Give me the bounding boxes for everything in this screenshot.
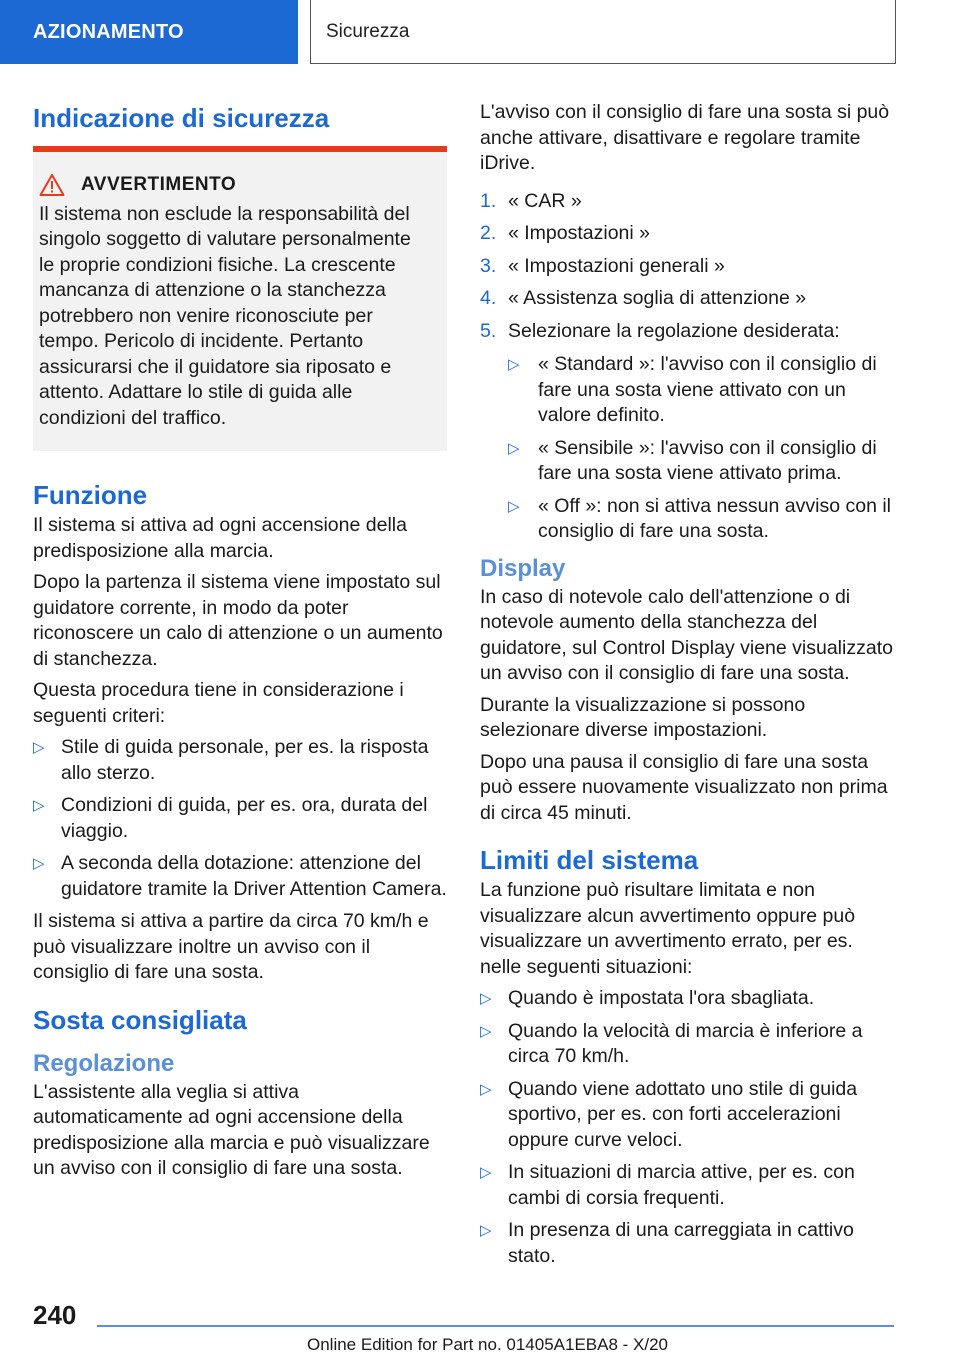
triangle-right-bullet-icon: ▷	[480, 1022, 492, 1040]
list-item: ▷ « Off »: non si attiva nessun avviso con il consiglio di fare una sosta.	[508, 494, 891, 542]
limits-list	[480, 986, 898, 1269]
warning-header	[73, 172, 429, 198]
display-subheading: Display	[480, 554, 566, 582]
setting-subheading: Regolazione	[33, 1049, 175, 1077]
list-item: ▷ Stile di guida personale, per es. la risposta allo sterzo.	[33, 736, 429, 784]
warning-text: Il sistema non esclude la responsabilità del singolo soggetto di valutare personalmente le proprie condizioni fisiche. La crescente mancanza di attenzione o la stanchezza potrebbero non venire riconosciute per tempo. Pericolo di incidente. Pertanto assicurarsi che il guidatore sia riposato e attento. Adattare lo stile di guida alle condizioni del traffico.	[39, 202, 411, 429]
setting-paragraph: L'assistente alla veglia si attiva automaticamente ad ogni accensione della predisposizione alla marcia e può visualizzare un avviso con il consiglio di fare una sosta.	[33, 1080, 430, 1179]
list-item: ▷ A seconda della dotazione: attenzione del guidatore tramite la Driver Attention Camera.	[33, 852, 447, 900]
display-paragraph-3: Dopo una pausa il consiglio di fare una sosta può essere nuovamente visualizzato non prima di circa 45 minuti.	[480, 750, 888, 824]
page-number: 240	[33, 1300, 77, 1330]
safety-heading: Indicazione di sicurezza	[33, 103, 330, 133]
pause-heading: Sosta consigliata	[33, 1004, 247, 1035]
triangle-right-bullet-icon: ▷	[508, 497, 520, 515]
criteria-list	[33, 735, 447, 902]
idrive-paragraph: L'avviso con il consiglio di fare una sosta si può anche attivare, disattivare e regolare tramite iDrive.	[480, 101, 890, 174]
list-item: 1. « CAR »	[480, 189, 582, 212]
triangle-right-bullet-icon: ▷	[33, 739, 45, 756]
triangle-right-bullet-icon: ▷	[480, 990, 492, 1007]
triangle-right-bullet-icon: ▷	[508, 439, 520, 457]
list-item: ▷ « Sensibile »: l'avviso con il consiglio di fare una sosta viene attivato prima.	[508, 436, 877, 484]
warning-label: AVVERTIMENTO	[81, 174, 237, 195]
triangle-right-bullet-icon: ▷	[480, 1164, 492, 1181]
page-header	[0, 0, 960, 66]
triangle-right-bullet-icon: ▷	[508, 356, 520, 373]
display-paragraph-2: Durante la visualizzazione si possono selezionare diverse impostazioni.	[480, 693, 806, 741]
left-column	[33, 100, 447, 1188]
list-item: ▷ In situazioni di marcia attive, per es. con cambi di corsia frequenti.	[480, 1161, 855, 1209]
list-item: ▷ Quando la velocità di marcia è inferiore a circa 70 km/h.	[480, 1019, 863, 1067]
function-paragraph-4: Il sistema si attiva a partire da circa 70 km/h e può visualizzare inoltre un avviso con il consiglio di fare una sosta.	[33, 910, 429, 983]
steps-list	[480, 189, 898, 545]
edition-note: Online Edition for Part no. 01405A1EBA8 - X/20	[307, 1335, 669, 1354]
options-list	[508, 352, 898, 545]
function-paragraph-3: Questa procedura tiene in considerazione i seguenti criteri:	[33, 679, 404, 727]
list-item: ▷ Condizioni di guida, per es. ora, durata del viaggio.	[33, 794, 428, 842]
function-paragraph-1: Il sistema si attiva ad ogni accensione della predisposizione alla marcia.	[33, 514, 407, 562]
limits-heading: Limiti del sistema	[480, 845, 699, 875]
triangle-right-bullet-icon: ▷	[33, 797, 45, 814]
limits-paragraph: La funzione può risultare limitata e non visualizzare alcun avvertimento oppure può visualizzare un avvertimento errato, per es. nelle seguenti situazioni:	[480, 879, 856, 978]
footer-divider	[97, 1325, 894, 1327]
right-column	[480, 100, 898, 1276]
list-item: 4. « Assistenza soglia di attenzione »	[480, 287, 807, 309]
list-item: ▷ In presenza di una carreggiata in cattivo stato.	[480, 1219, 854, 1267]
list-item: 5. Selezionare la regolazione desiderata: ▷ « Standard »: l'avviso con il consiglio di fare una sosta viene attivato con un valore definito. ▷ « Sensibile »: l'avviso con il consiglio di fare una sosta viene attivato prima. ▷ « Off »: non si attiva nessun avviso con il consiglio di fare una sosta.	[480, 319, 898, 545]
triangle-right-bullet-icon: ▷	[480, 1222, 492, 1239]
warning-triangle-icon	[39, 173, 65, 197]
triangle-right-bullet-icon: ▷	[33, 855, 45, 872]
list-item: 2. « Impostazioni »	[480, 222, 650, 244]
function-paragraph-2: Dopo la partenza il sistema viene impostato sul guidatore corrente, in modo da poter riconoscere un calo di attenzione o un aumento di stanchezza.	[33, 571, 443, 670]
display-paragraph-1: In caso di notevole calo dell'attenzione o di notevole aumento della stanchezza del guidatore, sul Control Display viene visualizzato un avviso con il consiglio di fare una sosta.	[480, 585, 893, 684]
chapter-tab: Sicurezza	[310, 0, 896, 64]
list-item: ▷ « Standard »: l'avviso con il consiglio di fare una sosta viene attivato con un valore definito.	[508, 353, 877, 426]
list-item: ▷ Quando viene adottato uno stile di guida sportivo, per es. con forti accelerazioni oppure curve veloci.	[480, 1077, 858, 1151]
triangle-right-bullet-icon: ▷	[480, 1080, 492, 1098]
function-heading: Funzione	[33, 480, 148, 510]
section-tab: AZIONAMENTO	[0, 0, 298, 64]
warning-box	[33, 152, 447, 451]
list-item: ▷ Quando è impostata l'ora sbagliata.	[480, 986, 898, 1012]
list-item: 3. « Impostazioni generali »	[480, 254, 725, 277]
